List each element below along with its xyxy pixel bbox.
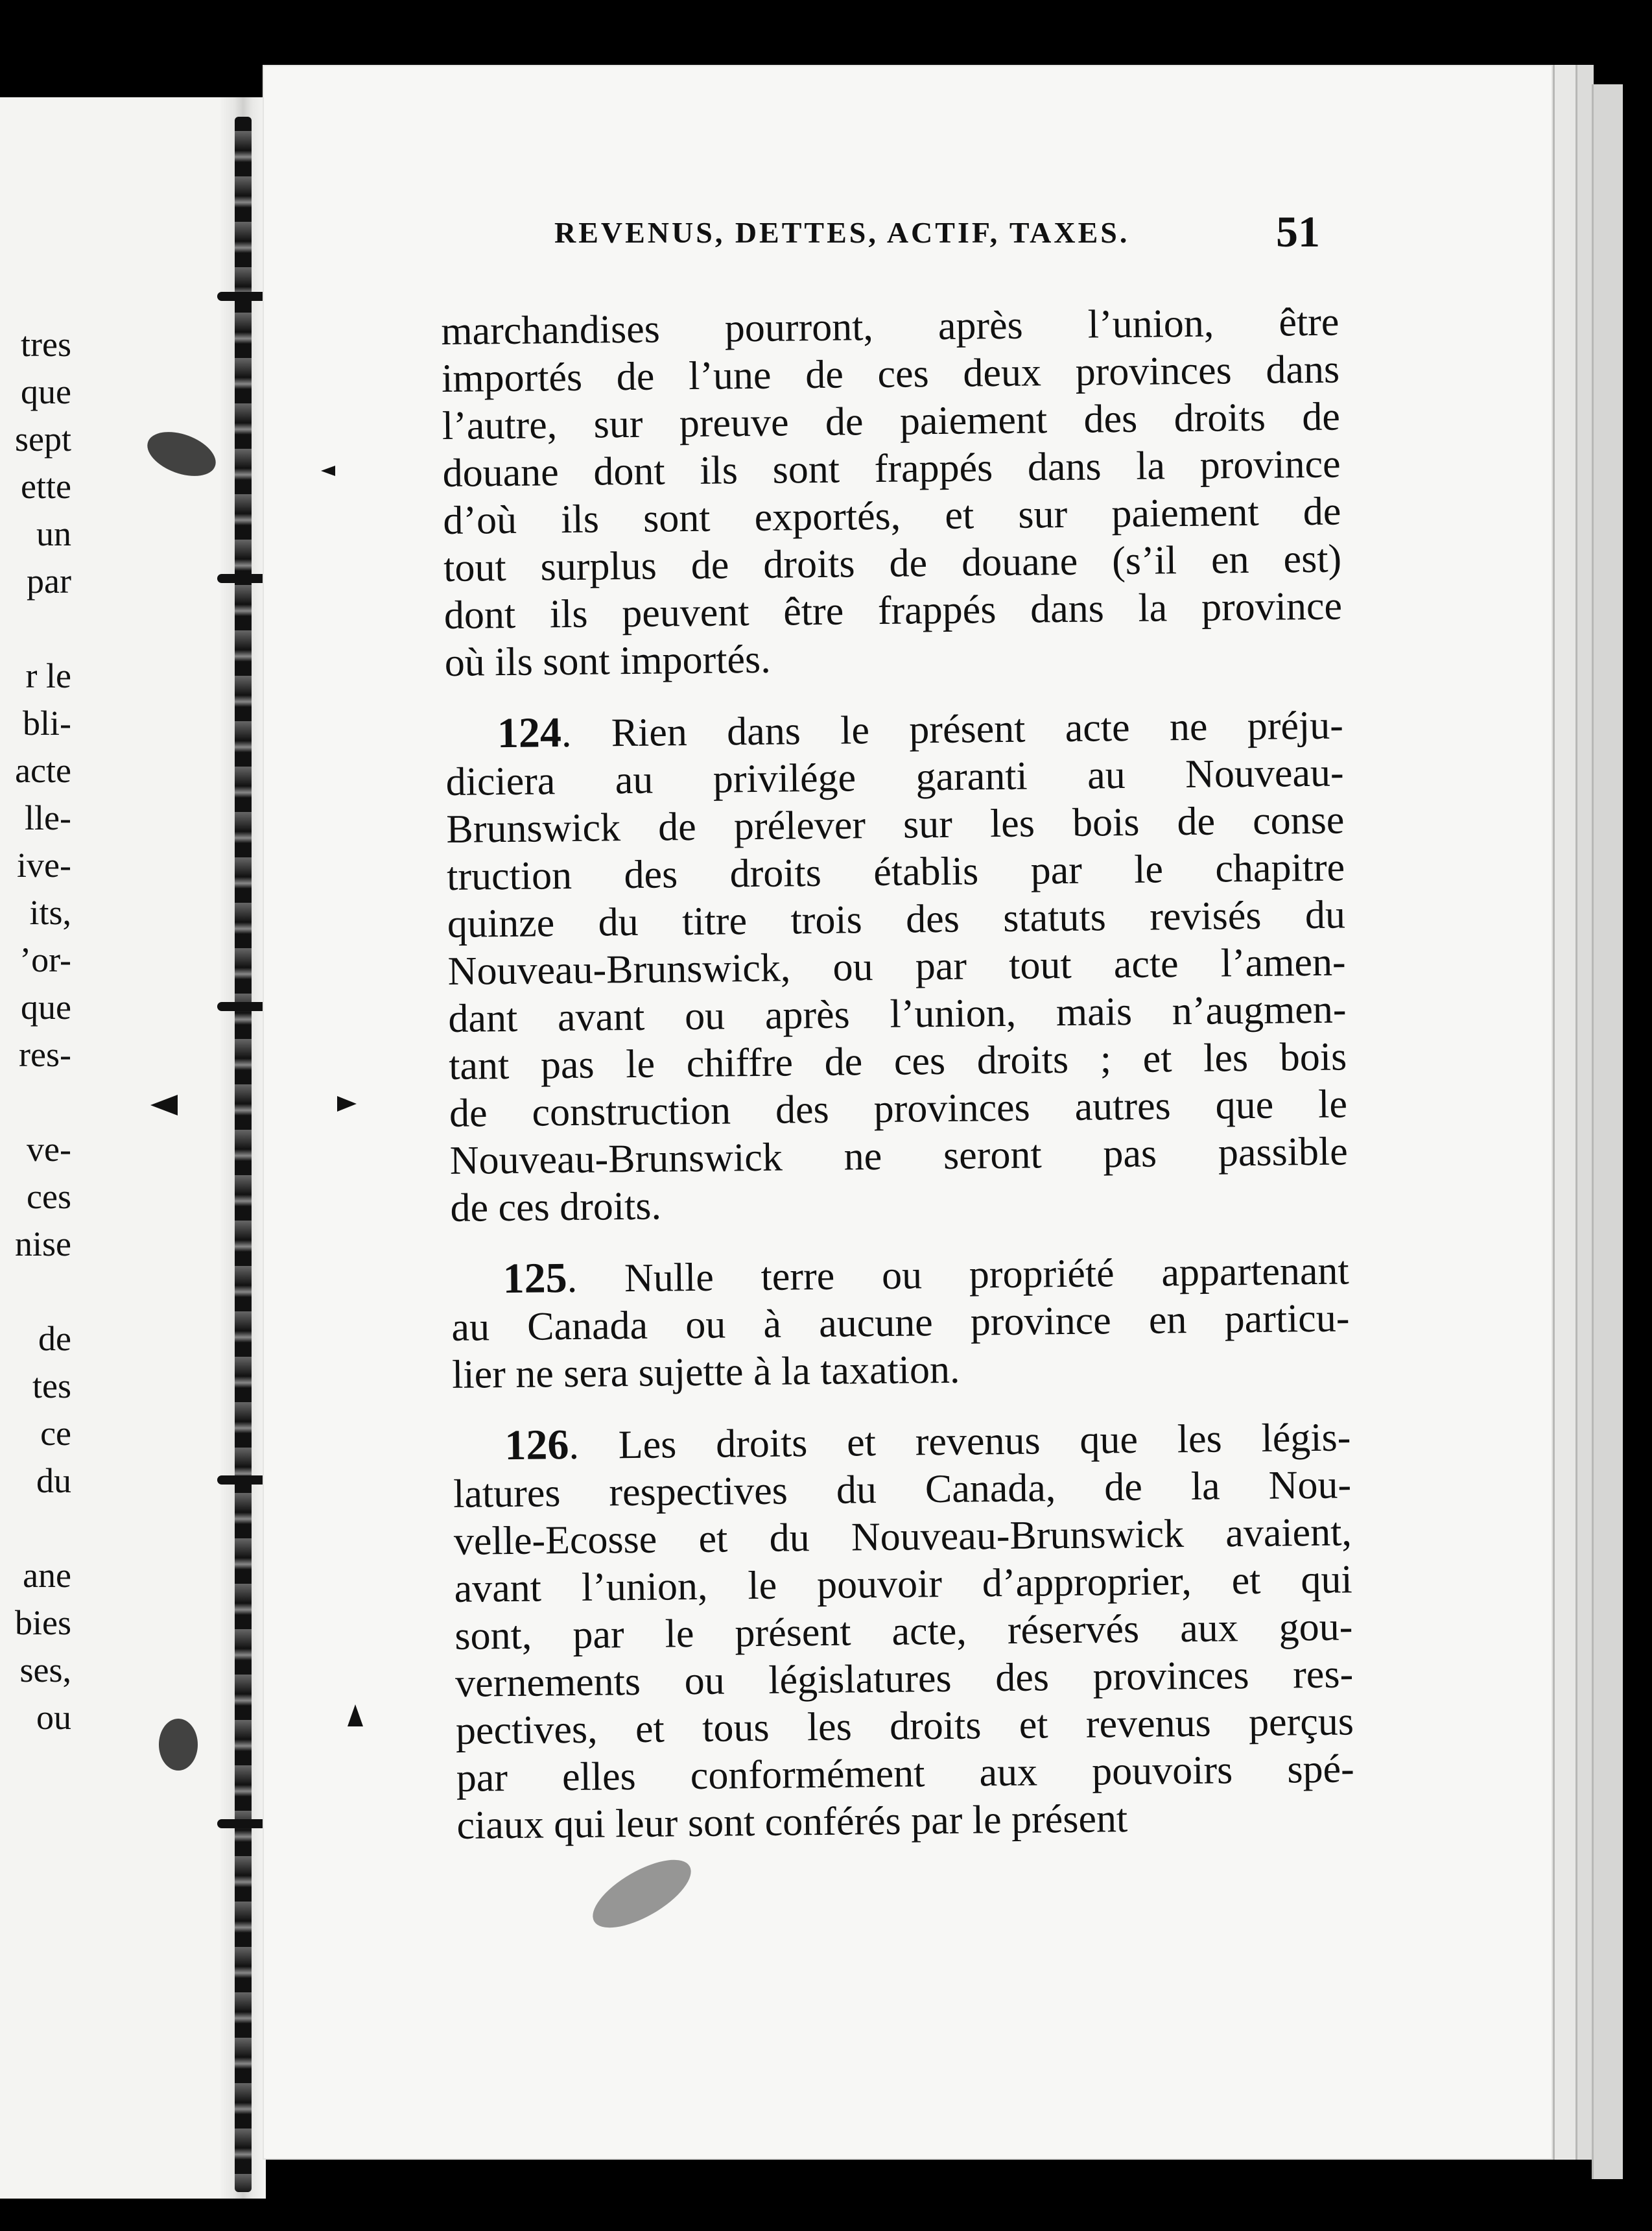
article-number: 125 xyxy=(502,1254,568,1303)
left-fragment-line xyxy=(0,1268,71,1315)
text-line: Brunswick de prélever sur les bois de conse xyxy=(446,798,1345,852)
text-line: Nouveau-Brunswick ne seront pas passible xyxy=(449,1129,1349,1183)
left-page-text-fragments xyxy=(0,321,71,1741)
left-fragment-line xyxy=(0,605,71,652)
left-fragment-line: its, xyxy=(29,893,71,932)
left-fragment-line: tres xyxy=(21,325,71,364)
text-line: d’où ils sont exportés, et sur paiement de xyxy=(443,489,1341,543)
text-line xyxy=(453,1413,1351,1470)
left-fragment-line: du xyxy=(36,1461,71,1500)
text-line: par elles conformément aux pouvoirs spé- xyxy=(456,1747,1355,1800)
left-fragment-line: acte xyxy=(15,751,71,790)
left-fragment-line: ve- xyxy=(27,1130,71,1169)
article-number: 124 xyxy=(497,709,562,758)
page-number: 51 xyxy=(1276,207,1320,256)
left-fragment-line xyxy=(0,1505,71,1552)
text-line: diciera au privilége garanti au Nouveau- xyxy=(445,750,1344,804)
text-line: dont ils peuvent être frappés dans la province xyxy=(443,584,1343,638)
text-line: truction des droits établis par le chapitre xyxy=(446,845,1345,899)
text-line: pectives, et tous les droits et revenus perçus xyxy=(455,1699,1354,1753)
left-fragment-line: un xyxy=(36,514,71,553)
ink-smudge xyxy=(159,1719,198,1771)
left-fragment-line: sept xyxy=(15,420,71,459)
torn-binding-edge xyxy=(235,117,252,2192)
text-line: velle-Ecosse et du Nouveau-Brunswick avaient, xyxy=(453,1510,1352,1564)
text-line: ciaux qui leur sont conférés par le présent xyxy=(456,1796,1128,1848)
text-line: lier ne sera sujette à la taxation. xyxy=(451,1347,960,1397)
left-fragment-line: que xyxy=(21,988,71,1027)
left-fragment-line: ce xyxy=(40,1414,71,1453)
text-line: sont, par le présent acte, réservés aux gou- xyxy=(454,1605,1353,1658)
registration-arrow-left xyxy=(150,1095,178,1116)
left-fragment-line: bies xyxy=(15,1603,71,1642)
text-line: de construction des provinces autres que le xyxy=(449,1082,1348,1136)
text-line: Nouveau-Brunswick, ou par tout acte l’amen- xyxy=(447,940,1346,994)
text-line: latures respectives du Canada, de la Nou- xyxy=(453,1462,1352,1516)
article-125 xyxy=(451,1246,1350,1398)
left-fragment-line: ive- xyxy=(17,846,71,885)
registration-arrow-small xyxy=(321,466,335,476)
text-line: vernements ou législatures des provinces res- xyxy=(454,1652,1354,1706)
left-fragment-line: nise xyxy=(15,1224,71,1263)
page-body-text xyxy=(441,298,1355,1849)
left-fragment-line: res- xyxy=(19,1035,71,1074)
text-line: douane dont ils sont frappés dans la province xyxy=(442,442,1341,495)
text-line xyxy=(451,1246,1349,1304)
text-line: au Canada ou à aucune province en particu- xyxy=(451,1296,1350,1350)
left-fragment-line: ’or- xyxy=(19,940,71,979)
text-line: tout surplus de droits de douane (s’il en est) xyxy=(443,536,1342,590)
left-fragment-line: par xyxy=(27,562,71,601)
left-fragment-line xyxy=(0,1079,71,1126)
left-fragment-line: ces xyxy=(27,1177,71,1216)
left-fragment-line: ane xyxy=(23,1556,71,1595)
left-fragment-line: ou xyxy=(36,1698,71,1737)
left-fragment-line: ette xyxy=(21,467,71,506)
article-first-line-text: . Les droits et revenus que les légis- xyxy=(569,1415,1351,1468)
text-line: tant pas le chiffre de ces droits ; et les bois xyxy=(448,1034,1347,1088)
left-fragment-line: de xyxy=(38,1319,71,1358)
text-line: marchandises pourront, après l’union, être xyxy=(441,300,1339,353)
text-line: l’autre, sur preuve de paiement des droits de xyxy=(442,394,1341,448)
page-stack-edge xyxy=(1553,65,1577,2160)
registration-arrow-up xyxy=(348,1704,363,1726)
text-line: où ils sont importés. xyxy=(444,637,771,685)
left-fragment-line: r le xyxy=(25,656,71,695)
article-124 xyxy=(445,700,1348,1232)
article-number: 126 xyxy=(504,1421,569,1470)
text-line: importés de l’une de ces deux provinces dans xyxy=(441,347,1340,401)
text-line xyxy=(445,700,1343,758)
running-head-title: REVENUS, DETTES, ACTIF, TAXES. xyxy=(554,216,1130,249)
article-first-line-text: . Rien dans le présent acte ne préju- xyxy=(561,703,1344,756)
registration-arrow-right xyxy=(337,1096,357,1112)
left-fragment-line: que xyxy=(21,372,71,411)
left-fragment-line: bli- xyxy=(23,704,71,743)
left-fragment-line: tes xyxy=(32,1366,71,1405)
text-line: de ces droits. xyxy=(450,1184,662,1230)
page-stack-edge xyxy=(1592,84,1623,2179)
article-126 xyxy=(453,1413,1355,1849)
left-fragment-line: ses, xyxy=(19,1651,71,1689)
left-fragment-line: lle- xyxy=(25,798,71,837)
paragraph-continuation xyxy=(441,298,1343,686)
text-line: dant avant ou après l’union, mais n’augmen- xyxy=(448,987,1347,1041)
text-line: quinze du titre trois des statuts revisés du xyxy=(447,892,1346,946)
text-line: avant l’union, le pouvoir d’approprier, et qui xyxy=(454,1557,1352,1611)
article-first-line-text: . Nulle terre ou propriété appartenant xyxy=(567,1248,1349,1302)
page-stack-edge xyxy=(1575,65,1594,2160)
